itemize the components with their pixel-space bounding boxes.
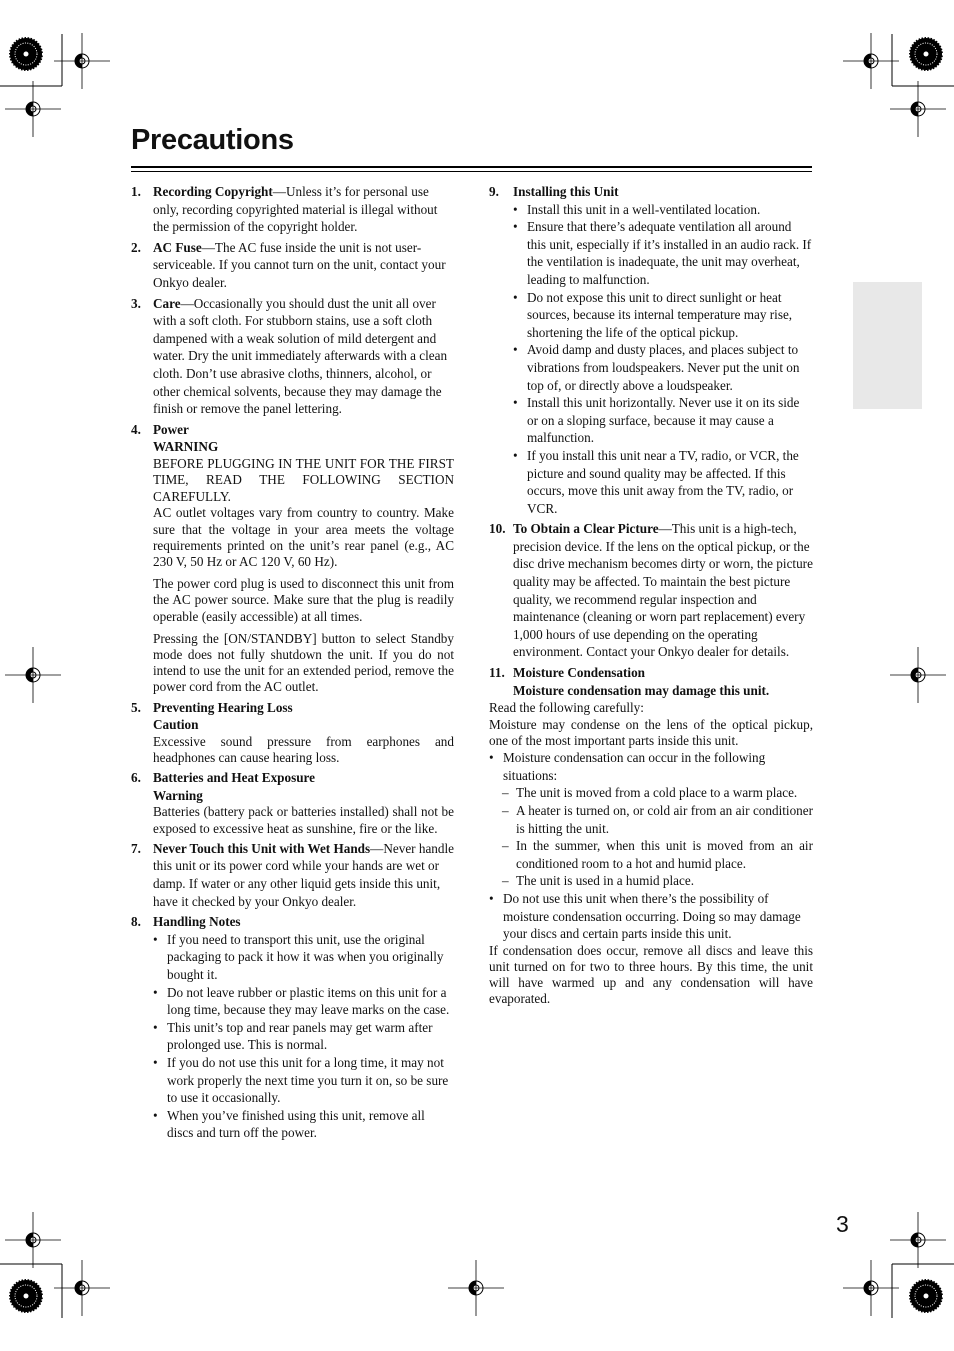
precaution-item xyxy=(489,183,813,517)
item-paragraph: Batteries (battery pack or batteries installed) shall not be exposed to excessive heat as sunshine, fire or the like. xyxy=(153,804,454,836)
page-title: Precautions xyxy=(131,124,294,156)
item-subheading: Caution xyxy=(153,717,199,733)
crosshair-mark xyxy=(890,81,946,137)
list-item: • When you’ve finished using this unit, remove all discs and turn off the power. xyxy=(153,1107,454,1142)
bullet-list xyxy=(489,749,813,943)
bottom-left-star-mark xyxy=(9,1279,43,1313)
top-right-star-mark xyxy=(909,37,943,71)
item-number: 2. xyxy=(131,239,141,255)
item-text: —Unless it’s for personal use only, recording copyrighted material is illegal without the permission of the copyright holder. xyxy=(153,184,438,235)
list-item: • Do not expose this unit to direct sunlight or heat sources, because its internal temperature may rise, shortening the life of the optical pickup. xyxy=(513,289,813,342)
crosshair-mark xyxy=(890,647,946,703)
title-rule xyxy=(131,166,812,168)
item-heading: Handling Notes xyxy=(153,914,241,930)
item-text: —The AC fuse inside the unit is not user-serviceable. If you cannot turn on the unit, contact your Onkyo dealer. xyxy=(153,239,446,290)
bullet-list xyxy=(513,201,813,518)
item-heading: Care xyxy=(153,295,181,311)
list-item: • Install this unit horizontally. Never use it on its side or on a sloping surface, because it may cause a malfunction. xyxy=(513,394,813,447)
item-number: 5. xyxy=(131,699,141,715)
item-paragraph: Moisture may condense on the lens of the optical pickup, one of the most important parts inside this unit. xyxy=(489,716,813,749)
item-number: 3. xyxy=(131,295,141,311)
item-number: 6. xyxy=(131,770,141,786)
list-item xyxy=(489,749,813,890)
item-number: 1. xyxy=(131,184,141,199)
item-number: 7. xyxy=(131,840,141,856)
list-item: • Avoid damp and dusty places, and places subject to vibrations from loudspeakers. Never put the unit on top of, or directly above a loudspeaker. xyxy=(513,341,813,394)
precaution-item xyxy=(131,699,454,767)
item-number: 10. xyxy=(489,521,506,537)
item-subheading: WARNING xyxy=(153,439,219,455)
item-paragraph: The power cord plug is used to disconnect this unit from the AC power source. Make sure that the plug is readily operable (easily accessible) at all times. xyxy=(153,576,454,624)
list-item: • Do not leave rubber or plastic items on this unit for a long time, because they may leave marks on the case. xyxy=(153,984,454,1019)
list-item: • If you need to transport this unit, use the original packaging to pack it how it was when you originally bought it. xyxy=(153,931,454,984)
list-item: • This unit’s top and rear panels may get warm after prolonged use. This is normal. xyxy=(153,1019,454,1054)
dash-list xyxy=(489,784,813,890)
crosshair-mark xyxy=(890,1212,946,1268)
item-paragraph: Read the following carefully: xyxy=(489,700,644,716)
precaution-item xyxy=(131,913,454,1142)
crosshair-mark xyxy=(5,647,61,703)
dash-item: – The unit is moved from a cold place to a warm place. xyxy=(489,784,813,802)
item-heading: Batteries and Heat Exposure xyxy=(153,770,316,786)
item-heading: To Obtain a Clear Picture xyxy=(513,521,659,537)
right-column xyxy=(489,183,813,1008)
bottom-right-star-mark xyxy=(909,1279,943,1313)
section-side-tab xyxy=(853,282,922,409)
item-paragraph: Pressing the [ON/STANDBY] button to select Standby mode does not fully shutdown the unit. If you do not intend to use the unit for an extended period, remove the power cord from the AC outlet. xyxy=(153,630,454,695)
list-item: • Ensure that there’s adequate ventilation all around this unit, especially if it’s installed in an audio rack. If the ventilation is inadequate, the unit may overheat, leading to malfunction. xyxy=(513,218,813,288)
list-item: • If you install this unit near a TV, radio, or VCR, the picture and sound quality may be affected. If this occurs, move this unit away from the TV, radio, or VCR. xyxy=(513,447,813,517)
item-number: 8. xyxy=(131,914,141,930)
crosshair-mark xyxy=(5,1212,61,1268)
precaution-item xyxy=(131,183,454,236)
crosshair-mark xyxy=(448,1260,504,1316)
dash-item: – A heater is turned on, or cold air from an air conditioner is hitting the unit. xyxy=(489,802,813,837)
item-heading: Preventing Hearing Loss xyxy=(153,699,293,715)
item-subheading: Moisture condensation may damage this unit. xyxy=(513,682,770,698)
item-number: 9. xyxy=(489,184,499,199)
crosshair-mark xyxy=(843,1260,899,1316)
dash-item: – In the summer, when this unit is moved from an air conditioned room to a hot and humid place. xyxy=(489,837,813,872)
title-rule-thin xyxy=(131,171,812,172)
item-text: —Never handle this unit or its power cord while your hands are wet or damp. If water or any other liquid gets inside this unit, have it checked by your Onkyo dealer. xyxy=(153,840,455,909)
precaution-item xyxy=(131,769,454,837)
item-heading: Recording Copyright xyxy=(153,184,273,199)
crosshair-mark xyxy=(5,81,61,137)
list-item-text: Moisture condensation can occur in the following situations: xyxy=(503,750,766,783)
precaution-item xyxy=(131,239,454,292)
item-text: —Occasionally you should dust the unit all over with a soft cloth. For stubborn stains, use a soft cloth dampened with a weak solution of mild detergent and water. Dry the unit immediately afterwards with a clean cloth. Don’t use abrasive cloths, thinners, alcohol, or other chemical solvents, because they may damage the finish or remove the panel lettering. xyxy=(153,295,448,417)
item-heading: AC Fuse xyxy=(153,239,202,255)
item-paragraph: If condensation does occur, remove all discs and leave this unit turned on for two to three hours. By this time, the unit will have warmed up and any condensation will have evaporated. xyxy=(489,942,813,1007)
warning-caps-text: BEFORE PLUGGING IN THE UNIT FOR THE FIRST TIME, READ THE FOLLOWING SECTION CAREFULLY. xyxy=(153,455,454,504)
item-heading: Power xyxy=(153,421,189,437)
list-item: • Do not use this unit when there’s the possibility of moisture condensation occurring. Doing so may damage your discs and certain parts inside this unit. xyxy=(489,890,813,943)
item-heading: Moisture Condensation xyxy=(513,665,646,681)
top-left-star-mark xyxy=(9,37,43,71)
dash-item: – The unit is used in a humid place. xyxy=(489,872,813,890)
precaution-item xyxy=(131,421,454,696)
item-text: —This unit is a high-tech, precision device. If the lens on the optical pickup, or the disc drive mechanism becomes dirty or worn, the picture quality may be affected. To maintain the best picture quality, we recommend regular inspection and maintenance (cleaning or worn part replacement) every 1,000 hours of use depending on the operating environment. Contact your Onkyo dealer for details. xyxy=(513,521,813,660)
item-number: 4. xyxy=(131,421,141,437)
list-item: • Install this unit in a well-ventilated location. xyxy=(513,201,813,219)
item-number: 11. xyxy=(489,665,505,681)
precaution-item xyxy=(131,295,454,418)
item-heading: Installing this Unit xyxy=(513,184,619,199)
precaution-item xyxy=(131,840,454,910)
bullet-list xyxy=(153,931,454,1142)
precaution-item xyxy=(489,520,813,661)
page-number: 3 xyxy=(836,1211,849,1237)
item-heading: Never Touch this Unit with Wet Hands xyxy=(153,840,371,856)
left-column xyxy=(131,183,454,1145)
item-paragraph: Excessive sound pressure from earphones and headphones can cause hearing loss. xyxy=(153,733,454,766)
item-paragraph: AC outlet voltages vary from country to country. Make sure that the voltage in your area meets the voltage requirements printed on the unit’s rear panel (e.g., AC 230 V, 50 Hz or AC 120 V, 60 Hz). xyxy=(153,505,454,570)
precaution-item xyxy=(489,664,813,699)
list-item: • If you do not use this unit for a long time, it may not work properly the next time you turn it on, so be sure to use it occasionally. xyxy=(153,1054,454,1107)
crosshair-mark xyxy=(843,33,899,89)
item-subheading: Warning xyxy=(153,787,203,803)
